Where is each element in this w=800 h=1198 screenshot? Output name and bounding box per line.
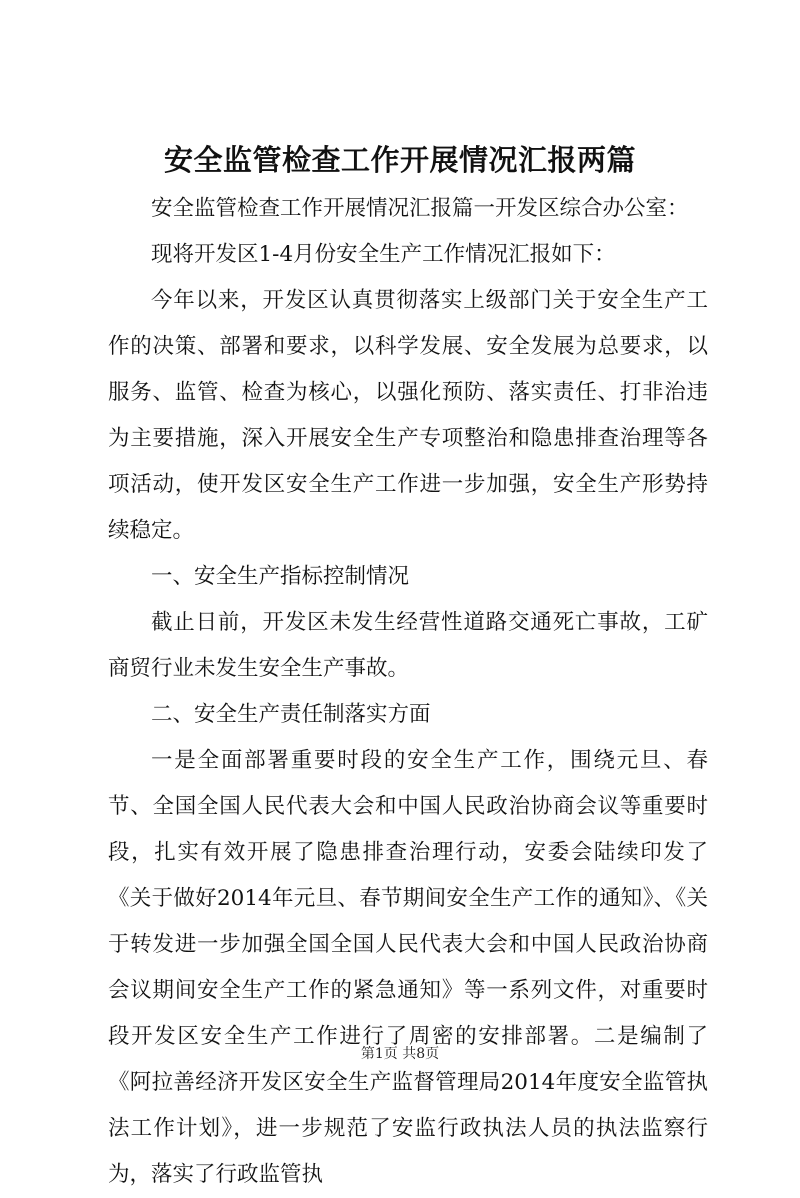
paragraph-intro: 现将开发区1-4月份安全生产工作情况汇报如下： — [151, 242, 616, 267]
document-title: 安全监管检查工作开展情况汇报两篇 — [163, 143, 636, 177]
section-heading-1: 一、安全生产指标控制情况 — [151, 564, 410, 589]
page-number-footer: 第1页 共8页 — [360, 1046, 440, 1062]
paragraph-overview: 今年以来，开发区认真贯彻落实上级部门关于安全生产工作的决策、部署和要求，以科学发展、安全发展为总要求，以服务、监管、检查为核心，以强化预防、落实责任、打非治违为主要措施，深入开展安全生产专项整治和隐患排查治理等各项活动，使开发区安全生产工作进一步加强，安全生产形势持续稳定。 — [108, 288, 708, 543]
paragraph-responsibility: 一是全面部署重要时段的安全生产工作，围绕元旦、春节、全国全国人民代表大会和中国人民政治协商会议等重要时段，扎实有效开展了隐患排查治理行动，安委会陆续印发了《关于做好2014年元旦、春节期间安全生产工作的通知》、《关于转发进一步加强全国全国人民代表大会和中国人民政治协商会议期间安全生产工作的紧急通知》等一系列文件，对重要时段开发区安全生产工作进行了周密的安排部署。二是编制了《阿拉善经济开发区安全生产监督管理局2014年度安全监管执法工作计划》，进一步规范了安监行政执法人员的执法监察行为，落实了行政监管执 — [108, 748, 708, 1187]
section-heading-2: 二、安全生产责任制落实方面 — [151, 702, 431, 727]
paragraph-heading-line: 安全监管检查工作开展情况汇报篇一开发区综合办公室： — [151, 196, 689, 221]
paragraph-accident-status: 截止日前，开发区未发生经营性道路交通死亡事故，工矿商贸行业未发生安全生产事故。 — [108, 610, 708, 681]
